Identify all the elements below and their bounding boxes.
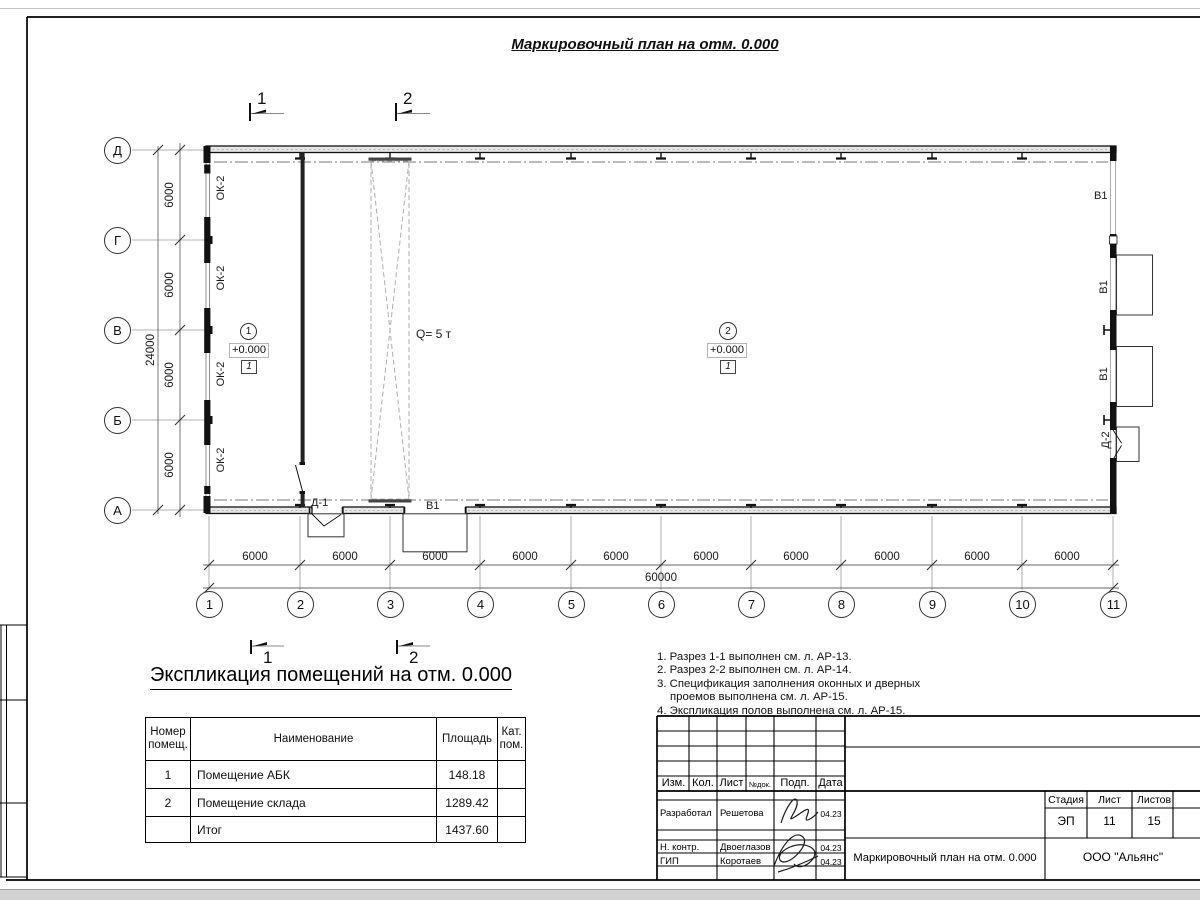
cell-name: Итог: [191, 817, 437, 842]
signatures: [774, 799, 818, 872]
section-label-1-bottom: 1: [263, 648, 273, 667]
gate-mark-v1: В1: [426, 500, 440, 512]
note-line: 1. Разрез 1-1 выполнен см. л. АР-13.: [657, 651, 852, 663]
tb-header-data: Дата: [818, 777, 843, 789]
tb-company: ООО "Альянс": [1082, 850, 1164, 864]
interior-wall: [296, 152, 306, 508]
tb-sheet-header: Лист: [1098, 794, 1121, 806]
dim-6000: 6000: [693, 551, 719, 563]
section-label-1-top: 1: [257, 89, 267, 108]
crane-rails: [214, 162, 1108, 500]
col-header-area: Площадь: [437, 718, 498, 761]
dim-6000-v: 6000: [164, 272, 176, 298]
tb-header-kol: Кол.: [692, 777, 714, 789]
dim-6000: 6000: [1054, 551, 1080, 563]
tb-role: ГИП: [660, 856, 679, 867]
axis-bubble-col-7: 7: [738, 591, 765, 618]
tb-name: Решетова: [720, 808, 764, 819]
room-floor-type-tag: 1: [720, 360, 736, 374]
axis-bubble-row-d: Д: [104, 137, 131, 164]
window-mark-ok2: ОК-2: [215, 361, 227, 387]
room-number-tag: 2: [719, 322, 737, 340]
tb-header-podp: Подп.: [780, 777, 810, 789]
axis-bubble-col-9: 9: [919, 591, 946, 618]
cell-area: 148.18: [437, 761, 498, 789]
room-floor-type-tag: 1: [241, 360, 257, 374]
tb-header-list: Лист: [719, 777, 744, 789]
axis-bubble-col-5: 5: [558, 591, 585, 618]
dim-6000: 6000: [874, 551, 900, 563]
note-line: проемов выполнена см. л. АР-15.: [670, 691, 848, 704]
tb-sheets-header: Листов: [1136, 794, 1172, 806]
room-number-tag: 1: [240, 323, 257, 340]
axis-bubble-col-3: 3: [377, 591, 404, 618]
axis-bubble-col-8: 8: [828, 591, 855, 618]
axis-bubble-row-b: Б: [104, 407, 131, 434]
gate-mark-v1: В1: [1094, 190, 1108, 202]
schedule-title: Экспликация помещений на отм. 0.000: [150, 664, 512, 690]
cell-number: 1: [146, 761, 191, 789]
axis-bubble-col-10: 10: [1009, 591, 1036, 618]
tb-role: Разработал: [660, 808, 712, 819]
grid-lines: [132, 150, 1113, 590]
cell-area: 1289.42: [437, 789, 498, 817]
room-elevation-tag: +0.000: [707, 343, 747, 358]
crane-capacity-label: Q= 5 т: [416, 327, 452, 341]
viewport-bottom-band: [0, 889, 1200, 900]
dim-6000: 6000: [783, 551, 809, 563]
section-marks: [250, 103, 430, 654]
window-mark-ok2: ОК-2: [215, 447, 227, 473]
cell-category: [498, 817, 525, 842]
tb-date: 04.23: [820, 809, 842, 819]
left-wall: [204, 146, 213, 513]
door-mark-d1: Д-1: [311, 497, 329, 509]
cell-category: [498, 789, 525, 817]
window-mark-ok2: ОК-2: [215, 265, 227, 291]
tb-sheet-value: 11: [1103, 814, 1116, 828]
dim-6000: 6000: [242, 551, 268, 563]
tb-sheets-value: 15: [1147, 814, 1161, 828]
dimension-ticks: [153, 145, 1118, 593]
axis-bubble-col-2: 2: [287, 591, 314, 618]
tb-role: Н. контр.: [660, 842, 700, 853]
dim-6000: 6000: [422, 551, 448, 563]
col-header-number: Номер помещ.: [146, 718, 191, 761]
top-wall: [206, 146, 1116, 153]
room-elevation-tag: +0.000: [229, 343, 269, 358]
dim-6000: 6000: [332, 551, 358, 563]
cell-category: [498, 761, 525, 789]
tb-date: 04.23: [820, 857, 842, 867]
gate-mark-v1: В1: [1098, 367, 1110, 381]
cell-name: Помещение склада: [191, 789, 437, 817]
dim-total-60000: 60000: [645, 572, 677, 584]
col-header-category: Кат. пом.: [498, 718, 525, 761]
tb-name: Коротаев: [720, 856, 762, 867]
tb-name: Двоеглазов: [720, 842, 771, 853]
crane-bridge: [369, 158, 412, 503]
section-label-2-top: 2: [403, 89, 413, 108]
note-line: 2. Разрез 2-2 выполнен см. л. АР-14.: [657, 664, 852, 677]
tb-stage-value: ЭП: [1057, 814, 1075, 828]
cell-area: 1437.60: [437, 817, 498, 842]
cell-name: Помещение АБК: [191, 761, 437, 789]
dim-6000-v: 6000: [164, 182, 176, 208]
window-mark-ok2: ОК-2: [215, 175, 227, 201]
dim-6000: 6000: [603, 551, 629, 563]
axis-bubble-row-g: Г: [104, 227, 131, 254]
column-marks: [295, 152, 1027, 508]
door-mark-d2: Д-2: [1100, 431, 1112, 449]
dim-6000-v: 6000: [164, 362, 176, 388]
tb-header-izm: Изм.: [661, 777, 686, 789]
dim-6000: 6000: [512, 551, 538, 563]
section-label-2-bottom: 2: [409, 648, 419, 667]
axis-bubble-col-11: 11: [1100, 591, 1127, 618]
axis-bubble-col-6: 6: [648, 591, 675, 618]
tb-date: 04.23: [820, 843, 842, 853]
gate-mark-v1: В1: [1098, 280, 1110, 294]
sheet-title: Маркировочный план на отм. 0.000: [511, 36, 779, 53]
axis-bubble-row-a: А: [104, 497, 131, 524]
tb-header-doc: №док.: [749, 780, 771, 789]
cell-number: 2: [146, 789, 191, 817]
cell-number: [146, 817, 191, 842]
tb-doc-title: Маркировочный план на отм. 0.000: [853, 852, 1037, 864]
dim-6000: 6000: [964, 551, 990, 563]
axis-bubble-col-1: 1: [196, 591, 223, 618]
notes-list: [657, 651, 997, 718]
dim-total-24000: 24000: [145, 334, 157, 366]
axis-bubble-row-v: В: [104, 317, 131, 344]
left-strip: [0, 625, 27, 877]
axis-bubble-col-4: 4: [467, 591, 494, 618]
note-line: 3. Спецификация заполнения оконных и дверных: [657, 677, 921, 690]
room-schedule-table: [145, 717, 526, 843]
col-header-name: Наименование: [191, 718, 437, 761]
dim-6000-v: 6000: [164, 452, 176, 478]
note-line: 4. Экспликация полов выполнена см. л. АР-15.: [657, 704, 906, 717]
tb-stage-header: Стадия: [1048, 794, 1084, 806]
